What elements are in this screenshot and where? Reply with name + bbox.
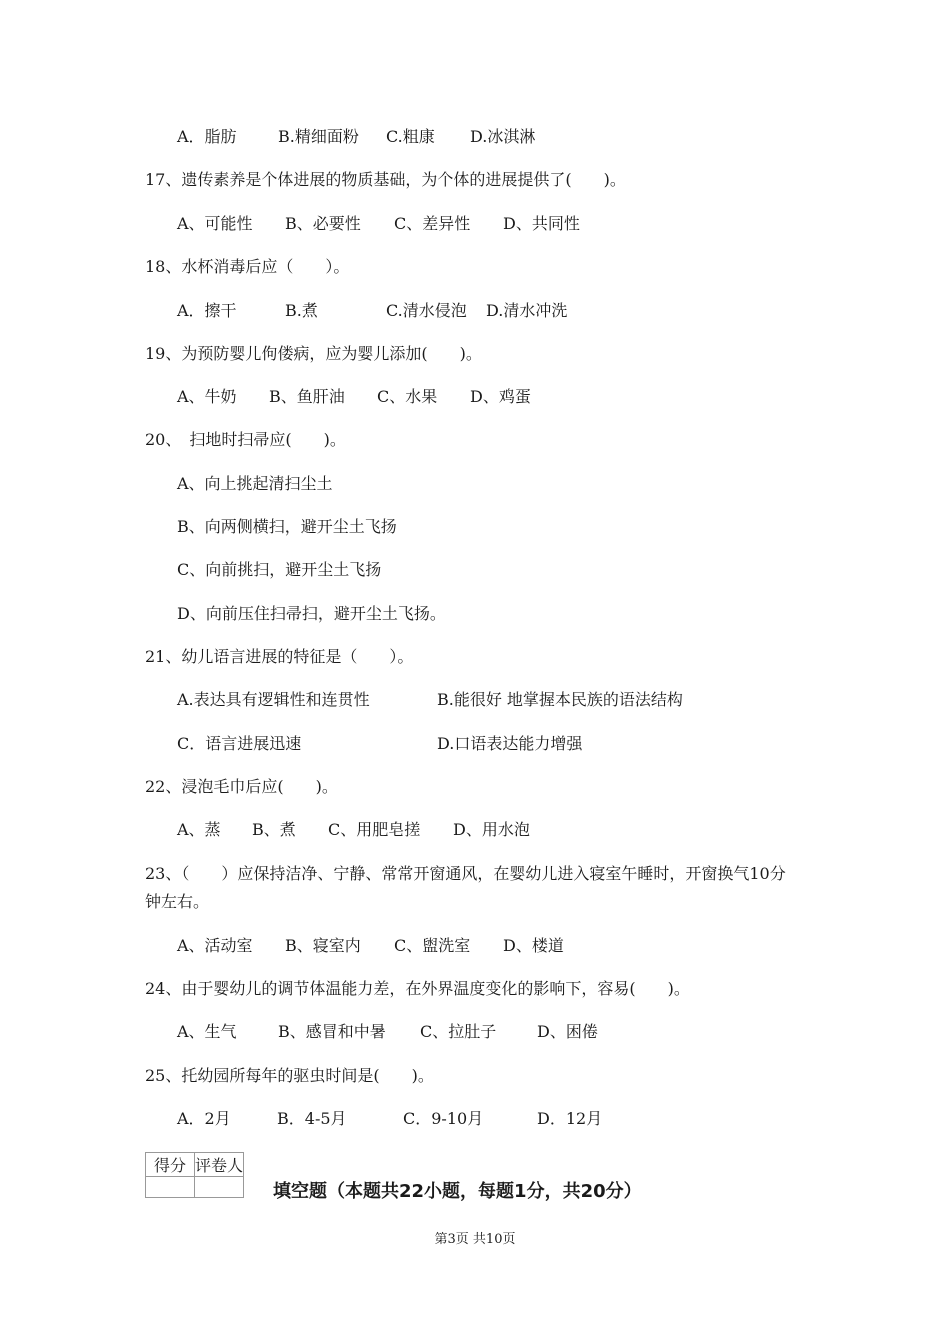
q22-option-c: C、用肥皂搓 xyxy=(328,820,421,839)
section-title: 填空题（本题共22小题，每题1分，共20分） xyxy=(273,1181,642,1202)
q18-option-d: D.清水冲洗 xyxy=(486,301,568,320)
q25-option-a: A．2月 xyxy=(177,1109,231,1128)
q23-option-c: C、盥洗室 xyxy=(394,936,471,955)
q17-option-d: D、共同性 xyxy=(503,214,580,233)
score-header: 得分 xyxy=(146,1153,195,1177)
q23-option-a: A、活动室 xyxy=(177,936,253,955)
q17-option-c: C、差异性 xyxy=(394,214,471,233)
q19-option-d: D、鸡蛋 xyxy=(470,387,531,406)
q21-option-a: A.表达具有逻辑性和连贯性 xyxy=(177,690,370,709)
q22-option-a: A、蒸 xyxy=(177,820,221,839)
grader-cell xyxy=(195,1177,244,1198)
score-cell xyxy=(146,1177,195,1198)
q17-option-b: B、必要性 xyxy=(285,214,361,233)
q19-option-c: C、水果 xyxy=(377,387,438,406)
q19-option-a: A、牛奶 xyxy=(177,387,237,406)
q16-option-d: D.冰淇淋 xyxy=(470,127,536,146)
q19-option-b: B、鱼肝油 xyxy=(269,387,345,406)
q16-option-a: A．脂肪 xyxy=(177,127,237,146)
q20-option-b: B、向两侧横扫，避开尘土飞扬 xyxy=(177,517,397,536)
q19-text: 19、为预防婴儿佝偻病，应为婴儿添加( )。 xyxy=(145,344,482,363)
q17-text: 17、遗传素养是个体进展的物质基础，为个体的进展提供了( )。 xyxy=(145,170,626,189)
q21-option-d: D.口语表达能力增强 xyxy=(437,734,583,753)
q17-option-a: A、可能性 xyxy=(177,214,253,233)
q21-text: 21、幼儿语言进展的特征是（ ）。 xyxy=(145,647,414,666)
q20-text: 20、 扫地时扫帚应( )。 xyxy=(145,430,346,449)
q23-option-b: B、寝室内 xyxy=(285,936,361,955)
q25-option-b: B．4-5月 xyxy=(277,1109,347,1128)
score-table xyxy=(145,1152,244,1198)
q20-option-a: A、向上挑起清扫尘土 xyxy=(177,474,333,493)
q18-option-c: C.清水侵泡 xyxy=(386,301,467,320)
q21-option-c: C．语言进展迅速 xyxy=(177,734,302,753)
q18-text: 18、水杯消毒后应（ ）。 xyxy=(145,257,350,276)
q16-option-b: B.精细面粉 xyxy=(278,127,359,146)
q23-text-line1: 23、（ ）应保持洁净、宁静、常常开窗通风，在婴幼儿进入寝室午睡时，开窗换气10分 xyxy=(145,864,786,883)
q20-option-d: D、向前压住扫帚扫，避开尘土飞扬。 xyxy=(177,604,446,623)
q21-option-b: B.能很好 地掌握本民族的语法结构 xyxy=(437,690,683,709)
q23-option-d: D、楼道 xyxy=(503,936,564,955)
q18-option-b: B.煮 xyxy=(285,301,318,320)
q22-option-b: B、煮 xyxy=(252,820,296,839)
grader-header: 评卷人 xyxy=(195,1153,244,1177)
q22-text: 22、浸泡毛巾后应( )。 xyxy=(145,777,338,796)
q25-text: 25、托幼园所每年的驱虫时间是( )。 xyxy=(145,1066,434,1085)
q20-option-c: C、向前挑扫，避开尘土飞扬 xyxy=(177,560,382,579)
q25-option-d: D．12月 xyxy=(537,1109,603,1128)
q24-option-c: C、拉肚子 xyxy=(420,1022,497,1041)
page-footer: 第3页 共10页 xyxy=(434,1232,516,1247)
q23-text-line2: 钟左右。 xyxy=(145,892,210,911)
q22-option-d: D、用水泡 xyxy=(453,820,530,839)
q18-option-a: A．擦干 xyxy=(177,301,237,320)
q16-option-c: C.粗康 xyxy=(386,127,435,146)
q24-text: 24、由于婴幼儿的调节体温能力差，在外界温度变化的影响下，容易( )。 xyxy=(145,979,690,998)
q24-option-a: A、生气 xyxy=(177,1022,237,1041)
q24-option-d: D、困倦 xyxy=(537,1022,598,1041)
q25-option-c: C．9-10月 xyxy=(403,1109,484,1128)
q24-option-b: B、感冒和中暑 xyxy=(278,1022,386,1041)
